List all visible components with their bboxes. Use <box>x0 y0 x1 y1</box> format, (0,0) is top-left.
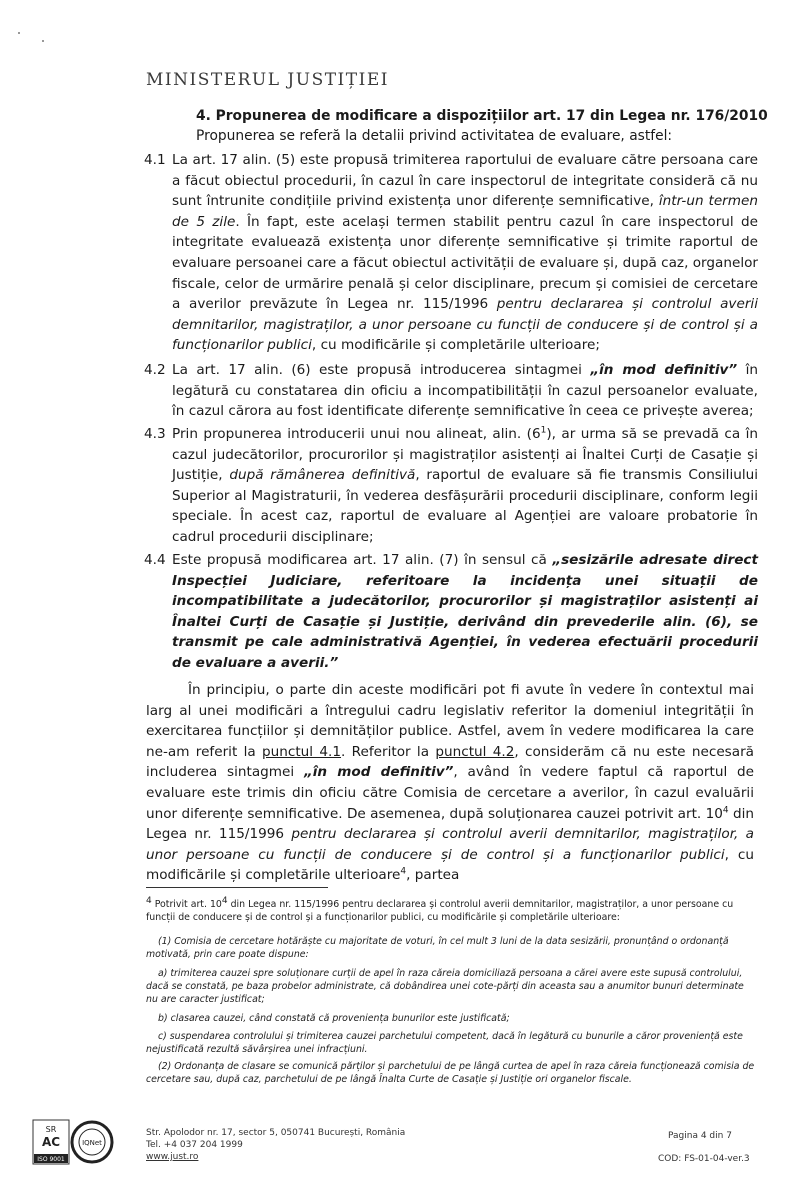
footer-address-line: Str. Apolodor nr. 17, sector 5, 050741 București, România <box>146 1128 406 1138</box>
item-number: 4.1 <box>144 152 166 168</box>
list-item-4-1 <box>144 150 758 356</box>
logo-sr: SR <box>45 1125 57 1134</box>
footnote-divider <box>146 887 328 888</box>
section-intro: Propunerea se referă la detalii privind activitatea de evaluare, astfel: <box>196 128 673 144</box>
body-paragraph: În principiu, o parte din aceste modificări pot fi avute în vedere în contextul mai larg al unei modificări a întregului cadru legislativ referitor la domeniul integrității în exercitarea funcțiilor și demnităților publice. Astfel, avem în vedere modificarea la care ne-am referit la punctul 4.1. Referitor la punctul 4.2, considerăm că nu este necesară includerea sintagmei „în mod definitiv”, având în vedere faptul că raportul de evaluare este trimis din oficiu către Comisia de cercetare a averilor, în cazul evaluării unor diferențe semnificative. De asemenea, după soluționarea cauzei potrivit art. $10^4$ din Legea nr. 115/1996 pentru declararea și controlul averii demnitarilor, magistraților, a unor persoane cu funcții de conducere și de control și a funcționarilor publici, cu modificările și completările ulterioare$^4$, partea <box>146 682 755 884</box>
footnote-line: (2) Ordonanța de clasare se comunică părților și parchetului de pe lângă curtea de apel în raza căreia funcționează comisia de cercetare sau, după caz, parchetului de pe lângă Înalta Curte de Casație și Justiție ori organelor fiscale. <box>146 1061 755 1085</box>
item-text: Este propusă modificarea art. 17 alin. (7) în sensul că „sesizările adresate direct Inspecției Judiciare, referitoare la incidența unei situații de incompatibilitate a judecătorilor, procurorilor și magistraților asistenți ai Înaltei Curți de Casație și Justiție, derivând din prevederile alin. (6), se transmit pe cale administrativă Agenției, în vederea efectuării procedurii de evaluare a averii.” <box>172 552 758 671</box>
footnote-line: b) clasarea cauzei, când constată că proveniența bunurilor este justificată; <box>158 1013 510 1024</box>
footnote-line: a) trimiterea cauzei spre soluționare curții de apel în raza căreia domiciliază persoana a cărei avere este supusă controlului, dacă se constată, pe baza probelor administrate, că dobândirea unei cote-părți din aceasta sau a anumitor bunuri determinate nu are caracter justificat; <box>146 968 744 1005</box>
footnote-ref: 4 <box>400 866 407 877</box>
item-number: 4.3 <box>144 426 166 442</box>
logo-ac: AC <box>41 1135 61 1149</box>
scan-speck <box>18 32 20 34</box>
item-text: Prin propunerea introducerii unui nou alineat, alin. $(6^1)$, ar urma să se prevadă ca în cazul judecătorilor, procurorilor și magistraților asistenți ai Înaltei Curți de Casație și Justiție, după rămânerea definitivă, raportul de evaluare să fie transmis Consiliului Superior al Magistraturii, în vederea desfășurării procedurii disciplinare, conform legii speciale. În acest caz, raportul de evaluare al Agenției are valoare probatorie în cadrul procedurii disciplinare; <box>172 425 759 545</box>
link-punctul-4-1[interactable]: punctul 4.1 <box>262 743 342 760</box>
section-title: 4. Propunerea de modificare a dispozițiilor art. 17 din Legea nr. 176/2010 <box>196 108 768 124</box>
item-text: La art. 17 alin. (5) este propusă trimiterea raportului de evaluare către persoana care a făcut obiectul procedurii, în cazul în care inspectorul de integritate consideră că nu sunt întrunite condițiile privind existența unor diferențe semnificative, într-un termen de 5 zile. În fapt, este același termen stabilit pentru cazul în care inspectorul de integritate evaluează existența unor diferențe semnificative și trimite raportul de evaluare persoanei care a făcut obiectul activității de evaluare și, după caz, organelor fiscale, celor de urmărire penală și celor disciplinare, precum și comisiei de cercetare a averilor prevăzute în Legea nr. 115/1996 pentru declararea și controlul averii demnitarilor, magistraților, a unor persoane cu funcții de conducere și de control și a funcționarilor publici, cu modificările și completările ulterioare; <box>172 152 758 354</box>
footer-web-link[interactable]: www.just.ro <box>146 1152 199 1162</box>
page-number: Pagina 4 din 7 <box>668 1131 732 1141</box>
logo-iqnet: IQNet <box>82 1139 102 1147</box>
document-code: COD: FS-01-04-ver.3 <box>658 1154 750 1164</box>
scan-speck <box>42 40 44 42</box>
ministry-header: MINISTERUL JUSTIȚIEI <box>146 70 389 90</box>
logo-iso: ISO 9001 <box>37 1156 65 1163</box>
list-item-4-2 <box>144 360 758 422</box>
footnote-line: c) suspendarea controlului și trimiterea cauzei parchetului competent, dacă în legătură cu bunurile a căror proveniență este nejustificată rezultă săvârșirea unei infracțiuni. <box>146 1031 743 1055</box>
footnote-intro: $^4$ Potrivit art. $10^4$ din Legea nr. 115/1996 pentru declararea și controlul averii demnitarilor, magistraților, a unor persoane cu funcții de conducere și de control și a funcționarilor publici, cu modificările și completările ulterioare: <box>146 895 734 923</box>
link-punctul-4-2[interactable]: punctul 4.2 <box>435 743 515 760</box>
list-item-4-4 <box>144 550 758 674</box>
list-item-4-3 <box>144 424 758 548</box>
certification-logo <box>32 1117 114 1171</box>
item-number: 4.2 <box>144 362 166 378</box>
item-text: La art. 17 alin. (6) este propusă introducerea sintagmei „în mod definitiv” în legătură cu constatarea din oficiu a incompatibilității în cazul persoanelor evaluate, în cazul cărora au fost identificate diferențe semnificative în ceea ce privește averea; <box>172 362 759 420</box>
footer-tel: Tel. +4 037 204 1999 <box>146 1140 243 1150</box>
footnote-line: (1) Comisia de cercetare hotărăște cu majoritate de voturi, în cel mult 3 luni de la data sesizării, pronunțând o ordonanță motivată, prin care poate dispune: <box>146 936 729 960</box>
item-number: 4.4 <box>144 552 166 568</box>
footer-address <box>146 1127 405 1163</box>
